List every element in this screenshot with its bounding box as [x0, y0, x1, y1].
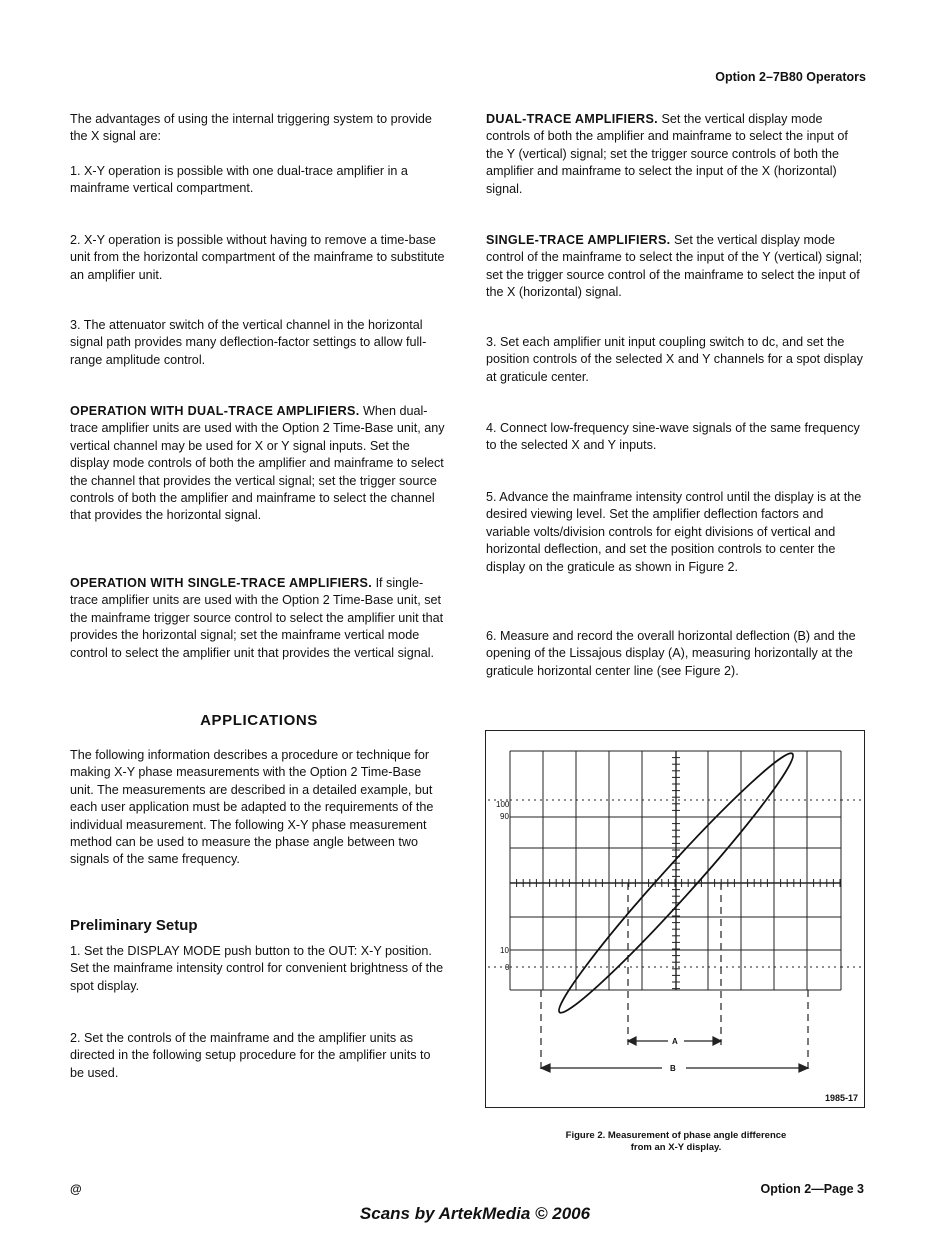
advantage-2: 2. X-Y operation is possible without having to remove a time-base unit from the horizontal compartment of the mainframe to substitute an amplifier unit. [70, 233, 445, 282]
center-ticks [510, 751, 840, 989]
single-trace-operation [70, 575, 448, 662]
label-100: 100 [496, 800, 510, 809]
setup-step-4: 4. Connect low-frequency sine-wave signals of the same frequency to the selected X and Y inputs. [486, 421, 860, 453]
lissajous-graticule [486, 731, 864, 1107]
setup-step-5: 5. Advance the mainframe intensity control until the display is at the desired viewing level. Set the amplifier deflection factors and variable volts/division controls for eight divisions of vertical and horizontal deflection, and set the position controls to center the display on the graticule as shown in Figure 2. [486, 490, 862, 574]
dual-trace-operation [70, 403, 448, 525]
page-number: Option 2—Page 3 [760, 1182, 864, 1196]
applications-text: The following information describes a procedure or technique for making X-Y phase measurements with the Option 2 Time-Base unit. The measurements are described in a detailed example, but each user application must be adapted to the requirements of the individual measurement. The following X-Y phase measurement method can be used to measure the phase angle between two signals of the same frequency. [70, 748, 434, 867]
single-trace-amplifiers [486, 232, 866, 302]
caption-line-2: from an X-Y display. [630, 1142, 722, 1153]
label-0: 0 [505, 963, 510, 972]
label-a: A [672, 1037, 678, 1046]
dual-trace-lead: OPERATION WITH DUAL-TRACE AMPLIFIERS. [70, 404, 360, 418]
scan-credit: Scans by ArtekMedia © 2006 [359, 1204, 591, 1223]
label-b: B [670, 1064, 676, 1073]
graticule-verticals [543, 751, 807, 990]
preliminary-setup-heading: Preliminary Setup [70, 917, 198, 934]
figure-caption [486, 1130, 866, 1154]
left-margin-mask [486, 731, 510, 1107]
applications-heading: APPLICATIONS [200, 712, 318, 729]
footer-left-mark: @ [70, 1182, 82, 1196]
advantage-3: 3. The attenuator switch of the vertical channel in the horizontal signal path provides many deflection-factor settings to allow full-range amplitude control. [70, 318, 427, 367]
left-column [70, 0, 448, 1236]
dual-trace-amplifiers-lead: DUAL-TRACE AMPLIFIERS. [486, 112, 658, 126]
running-header: Option 2–7B80 Operators [715, 70, 866, 84]
single-trace-lead: OPERATION WITH SINGLE-TRACE AMPLIFIERS. [70, 576, 373, 590]
setup-step-3: 3. Set each amplifier unit input coupling switch to dc, and set the position controls of the selected X and Y channels for a spot display at graticule center. [486, 335, 863, 384]
setup-step-6: 6. Measure and record the overall horizontal deflection (B) and the opening of the Lissajous display (A), measuring horizontally at the graticule horizontal center line (see Figure 2). [486, 629, 856, 678]
single-trace-amplifiers-lead: SINGLE-TRACE AMPLIFIERS. [486, 233, 671, 247]
setup-step-2: 2. Set the controls of the mainframe and the amplifier units as directed in the following setup procedure for the amplifier units to be used. [70, 1031, 431, 1080]
caption-line-1: Figure 2. Measurement of phase angle difference [565, 1130, 787, 1141]
single-trace-text: If single-trace amplifier units are used with the Option 2 Time-Base unit, set the mainframe trigger source control to select the amplifier unit that provides the horizontal signal; set the mainframe vertical mode control to select the amplifier unit that provides the vertical signal. [70, 576, 444, 660]
intro-paragraph: The advantages of using the internal triggering system to provide the X signal are: [70, 112, 432, 144]
label-90: 90 [500, 812, 509, 821]
dual-trace-text: When dual-trace amplifier units are used with the Option 2 Time-Base unit, any vertical channel may be used for X or Y signal inputs. Set the display mode controls of both the amplifier and mainframe to select the channel that provides the vertical signal; set the trigger source controls of both the amplifier and mainframe to select the channel that provides the horizontal signal. [70, 404, 445, 523]
right-margin-mask [841, 731, 864, 1107]
single-trace-amplifiers-text: Set the vertical display mode control of the mainframe to select the input of the Y (vertical) signal; set the trigger source control of the mainframe to select the input of the X (horizontal) signal. [486, 233, 863, 300]
setup-step-1: 1. Set the DISPLAY MODE push button to the OUT: X-Y position. Set the mainframe intensity control for convenient brightness of the spot display. [70, 944, 444, 993]
figure-id: 1985-17 [824, 1093, 858, 1103]
figure-2-lissajous [485, 730, 865, 1108]
dual-trace-amplifiers [486, 111, 866, 198]
advantage-1: 1. X-Y operation is possible with one dual-trace amplifier in a mainframe vertical compartment. [70, 164, 408, 196]
dual-trace-amplifiers-text: Set the vertical display mode controls of both the amplifier and mainframe to select the input of the Y (vertical) signal; set the trigger source controls of both the amplifier and mainframe to select the input of the X (horizontal) signal. [486, 112, 848, 196]
label-10: 10 [500, 946, 509, 955]
